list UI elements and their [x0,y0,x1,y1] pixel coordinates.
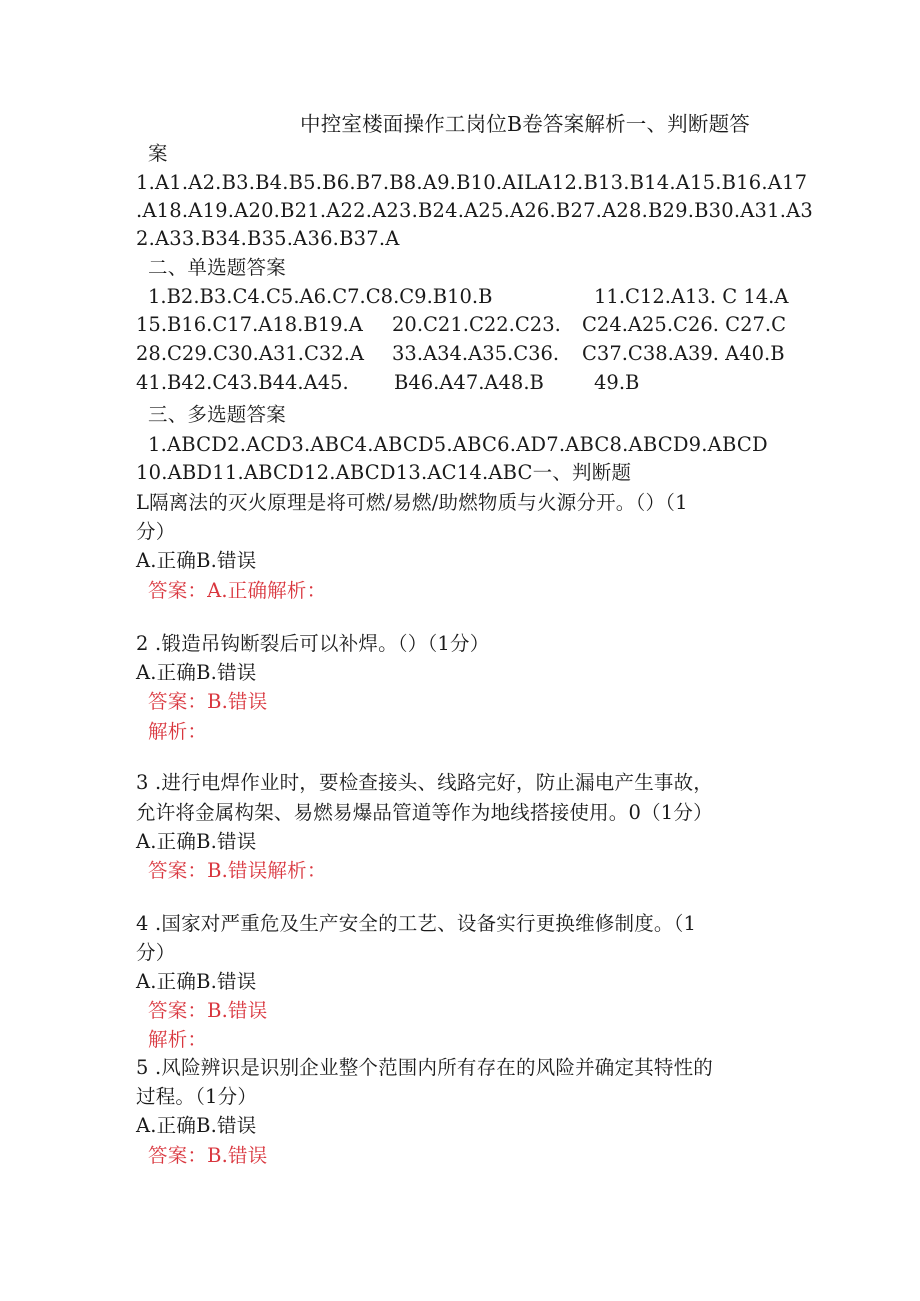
multi-answers-line-1: 1.ABCD2.ACD3.ABC4.ABCD5.ABC6.AD7.ABC8.ABCD9.ABCD [148,433,768,456]
question-3-options: A.正确B.错误 [136,830,257,853]
question-4-answer: 答案：B.错误 [148,999,268,1022]
question-5-answer: 答案：B.错误 [148,1144,268,1167]
question-1-answer: 答案：A.正确解析： [148,579,327,602]
question-3-answer: 答案：B.错误解析： [148,859,327,882]
question-3-text: 3 .进行电焊作业时，要检查接头、线路完好，防止漏电产生事故， [136,771,714,794]
single-answers-cell: 20.C21.C22.C23. [392,313,561,336]
multi-answers-line-2: 10.ABD11.ABCD12.ABCD13.AC14.ABC一、判断题 [136,461,632,484]
question-5-text-continued: 过程。（1分） [136,1085,258,1108]
question-5-options: A.正确B.错误 [136,1114,257,1137]
single-answers-row [136,285,789,309]
single-answers-cell: 28.C29.C30.A31.C32.A [136,342,364,365]
question-2-analysis: 解析： [148,720,208,743]
single-answers-row [136,371,784,395]
question-2-options: A.正确B.错误 [136,661,257,684]
question-4-text: 4 .国家对严重危及生产安全的工艺、设备实行更换维修制度。（1 [136,912,697,935]
single-answers-cell: 11.C12.A13. C 14.A [594,285,789,308]
multi-choice-heading: 三、多选题答案 [148,403,286,426]
question-2-answer: 答案：B.错误 [148,690,268,713]
document-title: 中控室楼面操作工岗位B卷答案解析一、判断题答 [300,112,750,136]
single-answers-cell: C24.A25.C26. C27.C [582,313,787,336]
single-answers-cell: 33.A34.A35.C36. [392,342,560,365]
single-answers-cell: 15.B16.C17.A18.B19.A [136,313,363,336]
question-4-text-continued: 分） [136,941,176,964]
question-5-text: 5 .风险辨识是识别企业整个范围内所有存在的风险并确定其特性的 [136,1056,714,1079]
single-answers-cell: B46.A47.A48.B [394,371,544,394]
question-1-text-continued: 分） [136,520,176,543]
question-1-text: L隔离法的灭火原理是将可燃/易燃/助燃物质与火源分开。（）（1 [136,491,688,514]
single-answers-cell: 41.B42.C43.B44.A45. [136,371,349,394]
judge-answers-line-3: 2.A33.B34.B35.A36.B37.A [136,227,400,250]
single-answers-row [136,313,787,337]
single-choice-heading: 二、单选题答案 [148,256,286,279]
question-3-text-continued: 允许将金属构架、易燃易爆品管道等作为地线搭接使用。0（1分） [136,801,713,824]
single-answers-cell: 49.B [594,371,640,394]
single-answers-row [136,342,784,366]
judge-answers-line-1: 1.A1.A2.B3.B4.B5.B6.B7.B8.A9.B10.AILA12.B13.B14.A15.B16.A17 [136,171,808,194]
question-4-options: A.正确B.错误 [136,970,257,993]
question-1-options: A.正确B.错误 [136,549,257,572]
judge-answers-line-2: .A18.A19.A20.B21.A22.A23.B24.A25.A26.B27.A28.B29.B30.A31.A3 [136,199,814,222]
single-answers-cell: 1.B2.B3.C4.C5.A6.C7.C8.C9.B10.B [148,285,493,308]
question-2-text: 2 .锻造吊钩断裂后可以补焊。（）（1分） [136,632,490,655]
question-4-analysis: 解析： [148,1028,208,1051]
document-title-continued: 案 [148,142,168,165]
single-answers-cell: C37.C38.A39. A40.B [582,342,785,365]
